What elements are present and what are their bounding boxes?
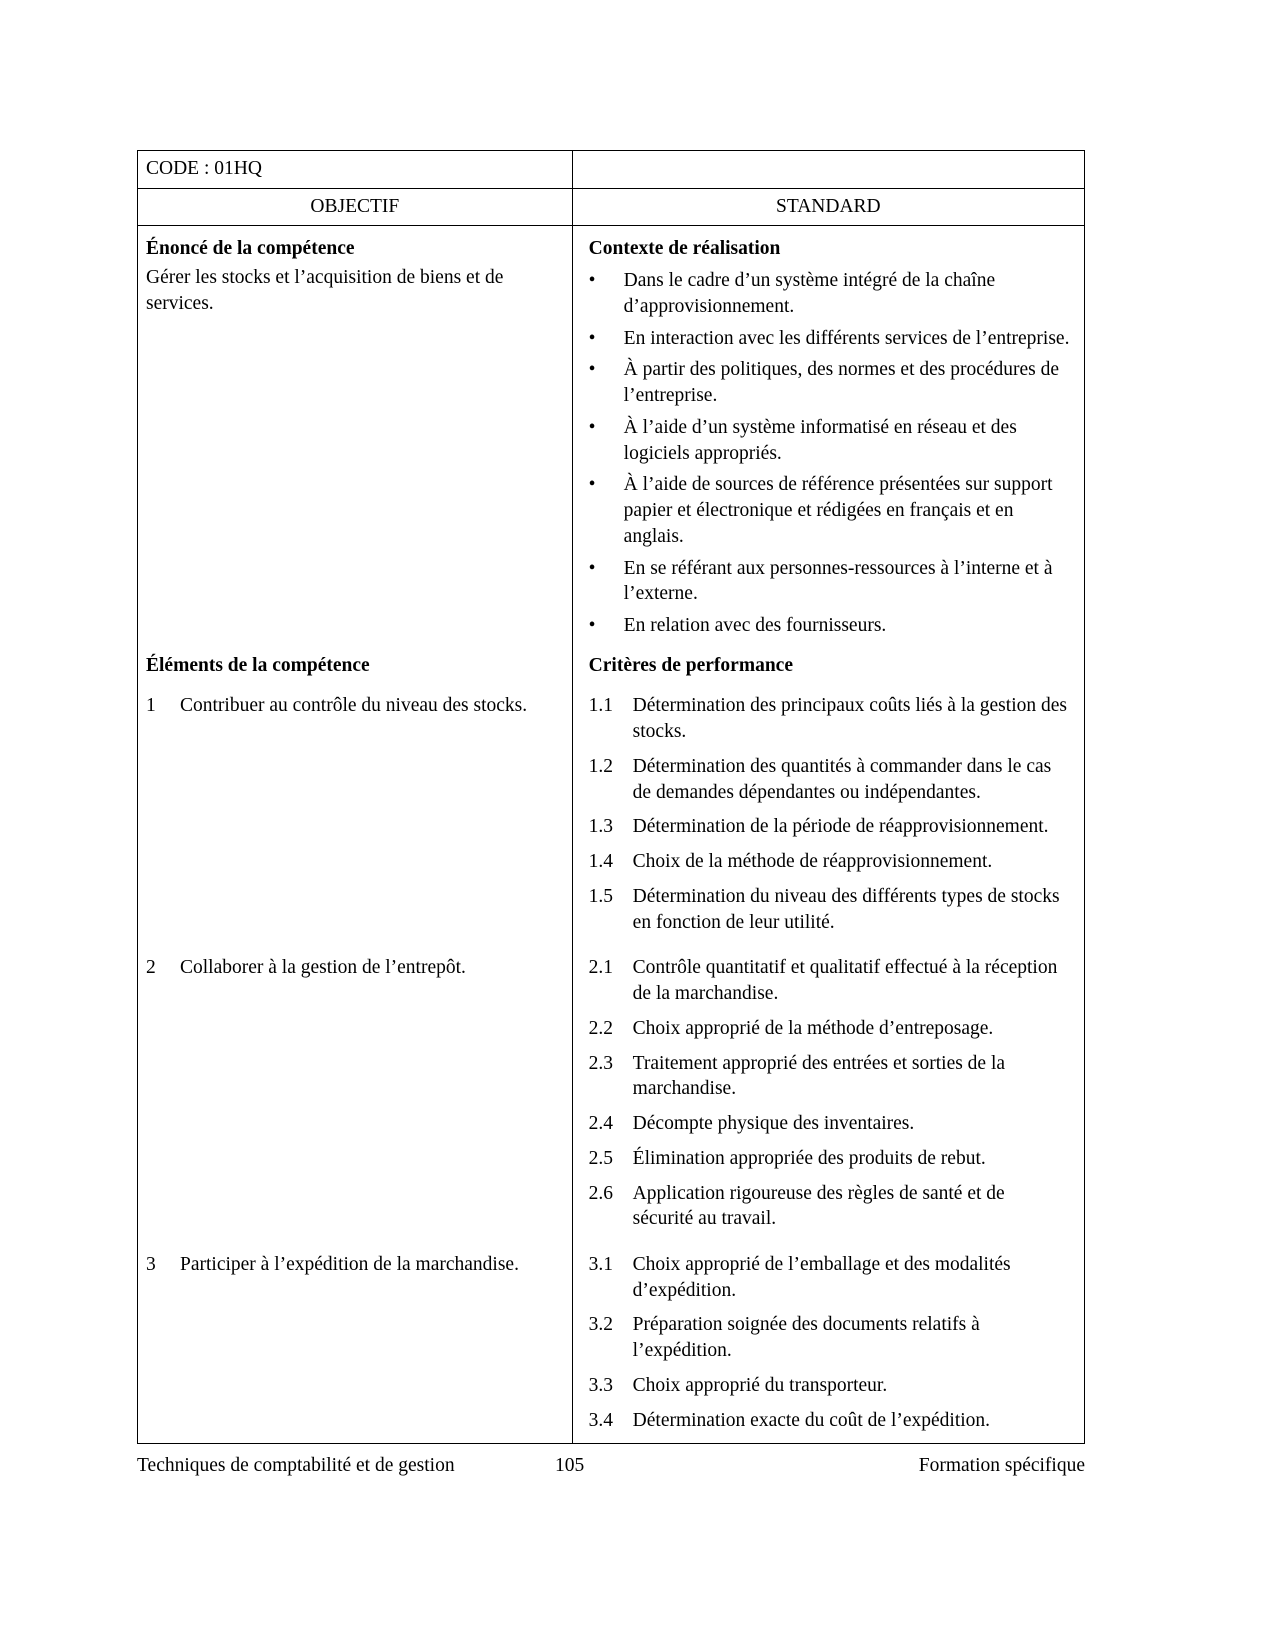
element-3-cell (138, 1242, 573, 1444)
criteria-title: Critères de performance (588, 654, 793, 676)
bullet-icon: • (588, 270, 596, 292)
criteria-number: 2.5 (588, 1147, 614, 1169)
element-text: Collaborer à la gestion de l’entrepôt. (180, 957, 466, 979)
competency-statement-cell (138, 226, 573, 641)
bullet-item (589, 556, 1070, 607)
realization-context-cell (572, 226, 1084, 641)
page-number: 105 (555, 1455, 585, 1476)
criteria-text: Décompte physique des inventaires. (632, 1113, 915, 1135)
criteria-text: Détermination des principaux coûts liés à la gestion des stocks. (632, 695, 1067, 743)
criteria-item (589, 754, 1070, 805)
objectif-header (138, 188, 573, 226)
element-1-cell (138, 683, 573, 945)
criteria-number: 1.5 (588, 885, 614, 907)
bullet-text: À l’aide d’un système informatisé en réseau et des logiciels appropriés. (623, 416, 1017, 464)
bullet-text: En relation avec des fournisseurs. (623, 615, 887, 637)
standard-header-label: STANDARD (776, 195, 881, 217)
bullet-text: Dans le cadre d’un système intégré de la chaîne d’approvisionnement. (623, 270, 996, 317)
bullet-text: À l’aide de sources de référence présentées sur support papier et électronique et rédigées en français et en anglais. (623, 474, 1053, 547)
criteria-item (589, 1252, 1070, 1303)
criteria-text: Traitement approprié des entrées et sorties de la marchandise. (632, 1052, 1006, 1100)
criteria-number: 2.6 (588, 1182, 614, 1204)
criteria-item (589, 1016, 1070, 1042)
criteria-text: Contrôle quantitatif et qualitatif effectué à la réception de la marchandise. (632, 957, 1058, 1005)
bullet-item (589, 415, 1070, 466)
bullet-item (589, 357, 1070, 408)
bullet-text: À partir des politiques, des normes et des procédures de l’entreprise. (623, 359, 1060, 407)
statement-context-row (138, 226, 1085, 641)
criteria-text: Détermination exacte du coût de l’expédition. (632, 1409, 991, 1431)
bullet-item (589, 472, 1070, 549)
bullet-item (589, 326, 1070, 352)
standard-header (572, 188, 1084, 226)
elements-title-cell (138, 641, 573, 684)
criteria-item (589, 814, 1070, 840)
criteria-number: 1.4 (588, 851, 614, 873)
criteria-item (589, 1312, 1070, 1363)
criteria-group-1-cell (572, 683, 1084, 945)
criteria-title-cell (572, 641, 1084, 684)
element-item (146, 955, 560, 981)
footer-document-title: Techniques de comptabilité et de gestion (137, 1455, 455, 1476)
realization-context-title: Contexte de réalisation (588, 238, 781, 260)
criteria-number: 3.2 (588, 1314, 614, 1336)
criteria-group-2-cell (572, 945, 1084, 1242)
element-3-row (138, 1242, 1085, 1444)
element-number: 2 (146, 957, 156, 979)
bullet-text: En se référant aux personnes-ressources à l’interne et à l’externe. (623, 557, 1053, 605)
criteria-text: Détermination de la période de réapprovisionnement. (632, 816, 1049, 838)
criteria-item (589, 1111, 1070, 1137)
bullet-text: En interaction avec les différents services de l’entreprise. (623, 327, 1070, 349)
criteria-number: 2.3 (588, 1052, 614, 1074)
elements-title: Éléments de la compétence (146, 654, 370, 676)
criteria-text: Détermination des quantités à commander dans le cas de demandes dépendantes ou indépendantes. (632, 755, 1052, 803)
criteria-number: 1.3 (588, 816, 614, 838)
element-item (146, 693, 560, 719)
bullet-item (589, 613, 1070, 639)
code-label: CODE : 01HQ (146, 158, 262, 179)
bullet-item (589, 268, 1070, 319)
criteria-item (589, 693, 1070, 744)
competency-statement-text: Gérer les stocks et l’acquisition de biens et de services. (146, 267, 504, 314)
bullet-icon: • (588, 615, 596, 637)
section-titles-row (138, 641, 1085, 684)
competency-statement-title: Énoncé de la compétence (146, 238, 355, 260)
element-text: Participer à l’expédition de la marchandise. (180, 1253, 519, 1275)
criteria-number: 2.4 (588, 1113, 614, 1135)
element-text: Contribuer au contrôle du niveau des stocks. (180, 695, 528, 717)
criteria-item (589, 1373, 1070, 1399)
criteria-text: Préparation soignée des documents relatifs à l’expédition. (632, 1314, 980, 1362)
code-row (138, 151, 1085, 189)
footer-section-label: Formation spécifique (918, 1455, 1085, 1476)
criteria-text: Choix approprié de l’emballage et des modalités d’expédition. (632, 1253, 1011, 1301)
criteria-item (589, 1408, 1070, 1434)
bullet-icon: • (588, 359, 596, 381)
criteria-text: Détermination du niveau des différents types de stocks en fonction de leur utilité. (632, 885, 1060, 933)
element-number: 1 (146, 695, 156, 717)
element-2-row (138, 945, 1085, 1242)
bullet-icon: • (588, 327, 596, 349)
criteria-number: 1.2 (588, 755, 614, 777)
criteria-number: 3.1 (588, 1253, 614, 1275)
criteria-text: Application rigoureuse des règles de santé et de sécurité au travail. (632, 1182, 1005, 1230)
element-1-row (138, 683, 1085, 945)
criteria-text: Choix de la méthode de réapprovisionnement. (632, 851, 993, 873)
element-item (146, 1252, 560, 1278)
criteria-number: 1.1 (588, 695, 614, 717)
criteria-number: 3.3 (588, 1374, 614, 1396)
criteria-number: 2.2 (588, 1017, 614, 1039)
bullet-icon: • (588, 557, 596, 579)
criteria-item (589, 1051, 1070, 1102)
criteria-item (589, 1146, 1070, 1172)
competency-table (137, 150, 1085, 1444)
element-number: 3 (146, 1253, 156, 1275)
page-footer (137, 1455, 1085, 1477)
code-cell (138, 151, 573, 189)
criteria-text: Élimination appropriée des produits de rebut. (632, 1147, 986, 1169)
objectif-header-label: OBJECTIF (310, 195, 400, 217)
bullet-icon: • (588, 416, 596, 438)
bullet-icon: • (588, 474, 596, 496)
criteria-number: 2.1 (588, 957, 614, 979)
criteria-group-3-cell (572, 1242, 1084, 1444)
criteria-item (589, 955, 1070, 1006)
code-cell-empty (572, 151, 1084, 189)
criteria-number: 3.4 (588, 1409, 614, 1431)
criteria-item (589, 884, 1070, 935)
criteria-text: Choix approprié du transporteur. (632, 1374, 888, 1396)
criteria-item (589, 1181, 1070, 1232)
criteria-text: Choix approprié de la méthode d’entreposage. (632, 1017, 994, 1039)
criteria-item (589, 849, 1070, 875)
element-2-cell (138, 945, 573, 1242)
context-bullet-list (589, 268, 1070, 639)
column-header-row (138, 188, 1085, 226)
